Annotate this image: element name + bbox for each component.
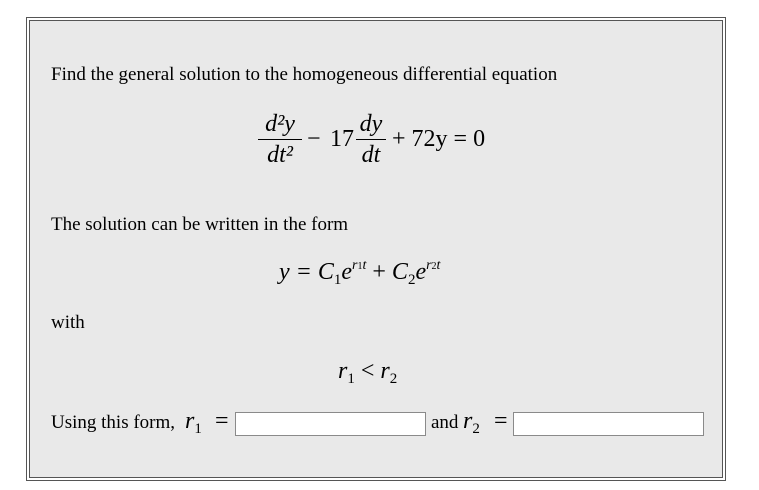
r1-equals: = <box>215 408 229 434</box>
second-derivative-denominator: dt² <box>267 142 293 168</box>
second-derivative-numerator: d²y <box>265 111 295 137</box>
first-derivative-denominator: dt <box>361 142 381 168</box>
prompt-text: Find the general solution to the homogeneous differential equation <box>51 64 558 85</box>
problem-panel <box>29 20 723 478</box>
solution-form: $y = C_1e^{r1t} + C_2e^{r2t}$ <box>279 258 441 288</box>
minus-sign: − <box>307 126 321 152</box>
root-condition: $r_1 < r_2$ <box>338 358 398 387</box>
first-derivative-numerator: dy <box>359 111 383 137</box>
answer-lead: Using this form, <box>51 412 176 433</box>
and-label: and <box>431 412 459 433</box>
r2-input[interactable] <box>513 412 704 436</box>
second-derivative-fraction <box>258 110 302 169</box>
first-derivative-fraction <box>356 110 386 169</box>
r1-label: $r_1$ <box>185 408 202 437</box>
coefficient: 17 <box>330 126 354 152</box>
with-label: with <box>51 312 85 333</box>
r1-input[interactable] <box>235 412 426 436</box>
form-intro-text: The solution can be written in the form <box>51 214 349 235</box>
equation-remainder: + 72y = 0 <box>392 126 486 152</box>
r2-equals: = <box>494 408 508 434</box>
r2-label: $r_2$ <box>463 408 480 437</box>
